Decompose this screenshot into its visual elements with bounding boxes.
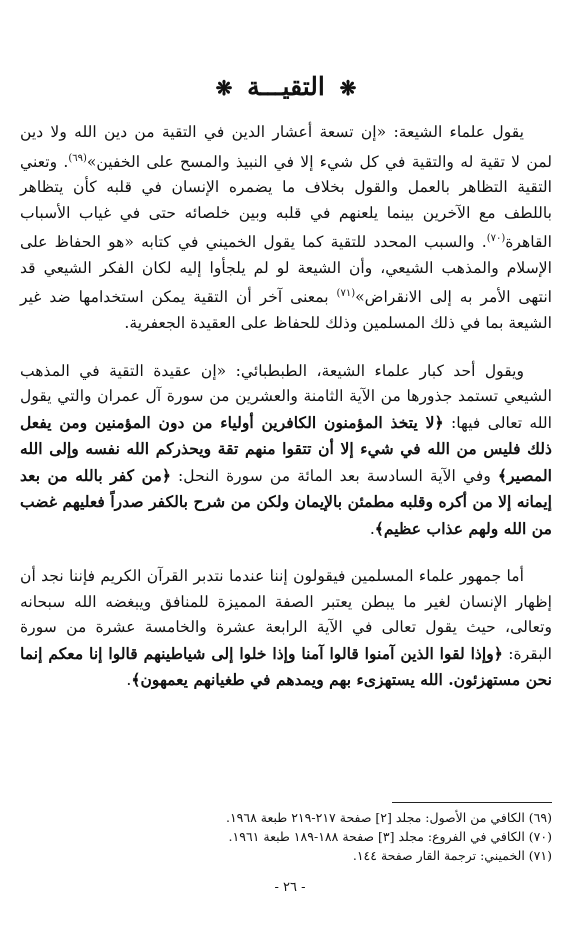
- footnote-divider: [392, 802, 552, 803]
- body-text: [20, 120, 552, 694]
- title-ornament-right: ❋: [339, 76, 357, 100]
- footnote-ref: (٦٩): [68, 152, 87, 164]
- footnotes: [20, 808, 552, 865]
- footnote-71: (٧١) الخميني: ترجمة القار صفحة ١٤٤.: [352, 848, 552, 863]
- paragraph-text: يقول علماء الشيعة: «إن تسعة أعشار الدين في التقية من دين الله ولا دين لمن لا تقية له والتقية في كل شيء إلا في النبيذ والمسح على الخفين»: [20, 123, 552, 171]
- title-ornament-left: ❋: [215, 76, 233, 100]
- paragraph-text: بمعنى آخر أن التقية يمكن استخدامها ضد غير الشيعة بما في ذلك المسلمين وذلك للحفاظ على العقيدة الجعفرية.: [20, 288, 552, 333]
- paragraph-text: .: [126, 671, 132, 690]
- paragraph-text: . وتعني التقية التظاهر بالعمل والقول بخلاف ما يضمره الإنسان في قلبه كأن يتظاهر باللطف مع الآخرين بينما يلعنهم في قلبه وبين خلصائه حتى في غياب الأسباب القاهرة: [20, 152, 552, 252]
- paragraph-text: وفي الآية السادسة بعد المائة من سورة النحل:: [170, 466, 498, 485]
- footnote-ref: (٧١): [336, 288, 356, 300]
- page-number: - ٢٦ -: [274, 880, 306, 895]
- page-title: [20, 72, 552, 102]
- paragraph-3: [20, 564, 552, 694]
- footnote-ref: (٧٠): [486, 233, 506, 245]
- paragraph-1: [20, 120, 552, 337]
- paragraph-text: ويقول أحد كبار علماء الشيعة، الطبطبائي: «إن عقيدة التقية في المذهب الشيعي تستمد جذورها من الآية الثامنة والعشرين من سورة آل عمران والتي يقول الله تعالى فيها:: [20, 361, 552, 432]
- quran-quote: ﴿من كفر بالله من بعد إيمانه إلا من أكره وقلبه مطمئن بالإيمان ولكن من شرح بالكفر صدراً فعليهم غضب من الله ولهم عذاب عظيم﴾: [20, 465, 552, 538]
- title-text: التقيـــة: [247, 72, 325, 101]
- quran-quote: ﴿وإذا لقوا الذين آمنوا قالوا آمنا وإذا خلوا إلى شياطينهم قالوا إنا معكم إنما نحن مستهزئون. الله يستهزىء بهم ويمدهم في طغيانهم يعمهون﴾: [20, 643, 552, 690]
- paragraph-2: [20, 359, 552, 543]
- paragraph-text: .: [369, 519, 375, 538]
- quran-quote: ﴿لا يتخذ المؤمنون الكافرين أولياء من دون المؤمنين ومن يفعل ذلك فليس من الله في شيء إلا أن تتقوا منهم تقة ويحذركم الله نفسه وإلى الله المصير﴾: [20, 412, 552, 485]
- footnote-70: (٧٠) الكافي في الفروع: مجلد [٣] صفحة ١٨٨-١٨٩ طبعة ١٩٦١.: [228, 829, 552, 844]
- footnote-69: (٦٩) الكافي من الأصول: مجلد [٢] صفحة ٢١٧-٢١٩ طبعة ١٩٦٨.: [225, 810, 552, 825]
- paragraph-text: . والسبب المحدد للتقية كما يقول الخميني في كتابه «هو الحفاظ على الإسلام والمذهب الشيعي، وأن الشيعة لو لم يلجأوا إليه لكان الفكر الشيعي قد انتهى الأمر به إلى الانقراض»: [20, 233, 552, 307]
- paragraph-text: أما جمهور علماء المسلمين فيقولون إننا عندما نتدبر القرآن الكريم فإننا نجد أن إظهار الإنسان لغير ما يبطن يعتبر الصفة المميزة للمنافق ويبغضه الله سبحانه وتعالى، حيث يقول تعالى في الآية الرابعة عشرة والخامسة عشرة من سورة البقرة:: [20, 567, 552, 663]
